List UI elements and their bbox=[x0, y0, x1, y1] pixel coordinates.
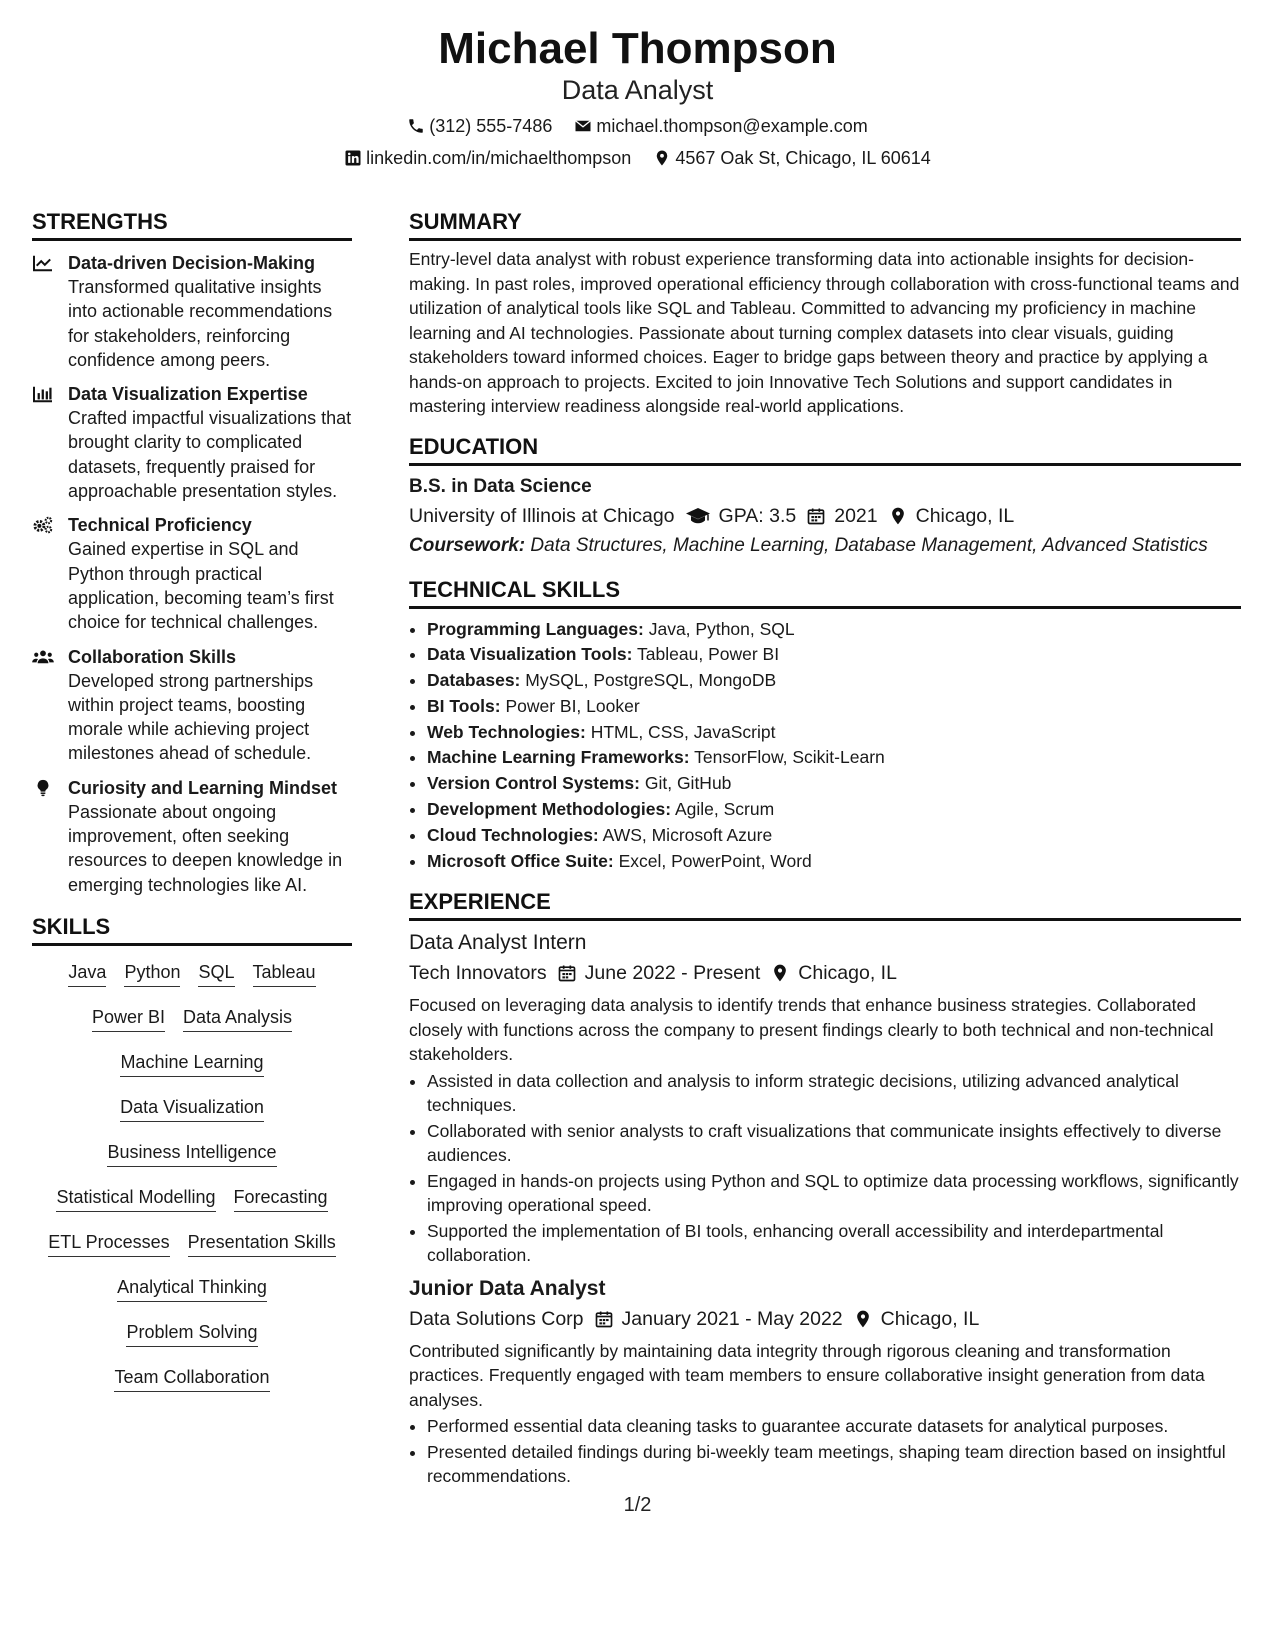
skill-line bbox=[32, 1359, 352, 1404]
company: Data Solutions Corp bbox=[409, 1307, 584, 1330]
skill-tag: Data Analysis bbox=[183, 1005, 292, 1032]
education-heading: EDUCATION bbox=[409, 433, 1241, 466]
list-item: • Collaborated with senior analysts to craft visualizations that communicate insights effectively to diverse audiences. bbox=[427, 1119, 1241, 1167]
job-title: Data Analyst Intern bbox=[409, 931, 587, 955]
company: Tech Innovators bbox=[409, 962, 547, 985]
bar-chart-icon bbox=[32, 385, 54, 403]
job-title: Junior Data Analyst bbox=[409, 1276, 606, 1300]
phone-icon bbox=[407, 117, 425, 135]
map-pin-icon bbox=[888, 506, 908, 526]
strengths-list bbox=[32, 251, 352, 897]
list-item bbox=[427, 797, 1241, 823]
technical-skills-heading: TECHNICAL SKILLS bbox=[409, 576, 1241, 609]
strength-desc: Gained expertise in SQL and Python through practical application, becoming team’s first choice for technical challenges. bbox=[68, 539, 334, 633]
page-number: 1/2 bbox=[623, 1494, 652, 1516]
job-summary: Focused on leveraging data analysis to identify trends that enhance business strategies. Collaborated closely with functions across the company to present findings clearly to both technical and non-technical stakeholders. bbox=[409, 995, 1214, 1065]
tech-skill-label: Version Control Systems: bbox=[427, 773, 640, 794]
strength-desc: Passionate about ongoing improvement, often seeking resources to deepen knowledge in emerging technologies like AI. bbox=[68, 801, 343, 895]
gears-icon bbox=[32, 516, 54, 534]
strength-title: Collaboration Skills bbox=[68, 646, 237, 667]
strength-title: Data Visualization Expertise bbox=[68, 384, 308, 405]
skill-line bbox=[32, 954, 352, 999]
resume-header bbox=[0, 0, 1275, 170]
tech-skill-value: HTML, CSS, JavaScript bbox=[590, 721, 776, 742]
list-item bbox=[427, 720, 1241, 746]
tech-skill-value: MySQL, PostgreSQL, MongoDB bbox=[525, 670, 777, 691]
skill-tag: Analytical Thinking bbox=[117, 1275, 267, 1302]
strength-desc: Developed strong partnerships within project teams, boosting morale while achieving project milestones ahead of schedule. bbox=[68, 670, 314, 764]
list-item bbox=[427, 642, 1241, 668]
skill-tag: Java bbox=[68, 960, 106, 987]
experience-heading: EXPERIENCE bbox=[409, 888, 1241, 921]
list-item bbox=[427, 745, 1241, 771]
phone-text: (312) 555-7486 bbox=[429, 116, 553, 136]
graduation-year bbox=[806, 502, 877, 530]
tech-skill-value: AWS, Microsoft Azure bbox=[602, 824, 773, 845]
map-pin-icon bbox=[653, 149, 671, 167]
skill-line bbox=[32, 1269, 352, 1314]
list-item bbox=[427, 771, 1241, 797]
tech-skill-label: Programming Languages: bbox=[427, 618, 644, 639]
location-text: Chicago, IL bbox=[880, 1307, 980, 1330]
year-text: 2021 bbox=[834, 504, 878, 527]
list-item bbox=[427, 849, 1241, 875]
linkedin-text: linkedin.com/in/michaelthompson bbox=[366, 148, 632, 168]
skill-tag: Python bbox=[124, 960, 180, 987]
strength-desc: Transformed qualitative insights into actionable recommendations for stakeholders, reinforcing confidence among peers. bbox=[68, 277, 333, 370]
graduation-cap-icon bbox=[685, 506, 711, 526]
tech-skill-value: Git, GitHub bbox=[644, 773, 732, 794]
technical-skills-list bbox=[409, 617, 1241, 875]
address-contact bbox=[653, 146, 931, 170]
list-item bbox=[427, 694, 1241, 720]
dates-text: June 2022 - Present bbox=[584, 962, 761, 985]
list-item: • Performed essential data cleaning tasks to guarantee accurate datasets for analytical purposes. bbox=[427, 1414, 1241, 1438]
summary-text: Entry-level data analyst with robust experience transforming data into actionable insights for decision-making. In past roles, improved operational efficiency through collaboration with cross-functional teams and utilization of analytical tools like SQL and Tableau. Committed to advancing my proficiency in machine learning and AI technologies. Passionate about turning complex datasets into clear visuals, guiding stakeholders toward informed choices. Eager to bridge gaps between theory and practice by applying a hands-on approach to projects. Excited to join Innovative Tech Solutions and support candidates in mastering interview readiness alongside real-world applications. bbox=[409, 249, 1240, 416]
skill-line bbox=[32, 1134, 352, 1179]
job-meta bbox=[409, 1305, 1241, 1333]
skill-line bbox=[32, 1179, 352, 1224]
strength-title: Curiosity and Learning Mindset bbox=[68, 777, 338, 798]
strength-title: Technical Proficiency bbox=[68, 515, 252, 536]
tech-skill-value: Excel, PowerPoint, Word bbox=[618, 850, 812, 871]
skill-tag: Data Visualization bbox=[120, 1095, 264, 1122]
calendar-icon bbox=[594, 1309, 614, 1329]
left-column bbox=[32, 208, 352, 1404]
tech-skill-value: Agile, Scrum bbox=[674, 799, 775, 820]
tech-skill-label: BI Tools: bbox=[427, 695, 501, 716]
job-location bbox=[770, 959, 897, 987]
tech-skill-value: Tableau, Power BI bbox=[637, 644, 780, 665]
tech-skill-label: Development Methodologies: bbox=[427, 799, 672, 820]
email-text: michael.thompson@example.com bbox=[596, 116, 868, 136]
linkedin-icon bbox=[344, 149, 362, 167]
contact-row-2 bbox=[0, 146, 1275, 170]
gpa-text: GPA: 3.5 bbox=[718, 504, 797, 527]
list-item bbox=[427, 668, 1241, 694]
gpa bbox=[685, 502, 797, 530]
education-location bbox=[888, 502, 1015, 530]
skill-tag: Forecasting bbox=[234, 1185, 328, 1212]
tech-skill-label: Cloud Technologies: bbox=[427, 824, 599, 845]
strength-item bbox=[32, 382, 352, 503]
job-location bbox=[853, 1305, 980, 1333]
skill-line bbox=[32, 1089, 352, 1134]
job-dates bbox=[557, 959, 761, 987]
skill-line bbox=[32, 1224, 352, 1269]
tech-skill-label: Databases: bbox=[427, 670, 521, 691]
skill-tag: Presentation Skills bbox=[188, 1230, 336, 1257]
tech-skill-value: Power BI, Looker bbox=[505, 695, 640, 716]
linkedin-contact[interactable] bbox=[344, 146, 631, 170]
candidate-title: Data Analyst bbox=[561, 75, 714, 105]
strength-item bbox=[32, 776, 352, 897]
location-text: Chicago, IL bbox=[798, 962, 897, 985]
contact-row-1 bbox=[0, 114, 1275, 138]
phone-contact[interactable] bbox=[407, 114, 552, 138]
skill-line bbox=[32, 1044, 352, 1089]
coursework-label: Coursework: bbox=[409, 534, 526, 556]
address-text: 4567 Oak St, Chicago, IL 60614 bbox=[675, 148, 931, 168]
calendar-icon bbox=[557, 963, 577, 983]
skill-tag: Power BI bbox=[92, 1005, 165, 1032]
skill-tag: Problem Solving bbox=[126, 1320, 257, 1347]
list-item bbox=[427, 617, 1241, 643]
map-pin-icon bbox=[853, 1309, 873, 1329]
strength-desc: Crafted impactful visualizations that brought clarity to complicated datasets, frequently praised for approachable presentation styles. bbox=[68, 408, 352, 502]
strengths-heading: STRENGTHS bbox=[32, 208, 352, 241]
list-item: • Assisted in data collection and analysis to inform strategic decisions, utilizing advanced analytical techniques. bbox=[427, 1069, 1241, 1117]
tech-skill-label: Data Visualization Tools: bbox=[427, 644, 633, 665]
skill-tag: SQL bbox=[198, 960, 234, 987]
job-dates bbox=[594, 1305, 843, 1333]
dates-text: January 2021 - May 2022 bbox=[621, 1307, 843, 1330]
strength-item bbox=[32, 513, 352, 634]
job-meta bbox=[409, 959, 1241, 987]
envelope-icon bbox=[574, 117, 592, 135]
calendar-icon bbox=[806, 506, 826, 526]
coursework-text: Data Structures, Machine Learning, Database Management, Advanced Statistics bbox=[530, 534, 1208, 556]
lightbulb-icon bbox=[32, 779, 54, 797]
tech-skill-label: Web Technologies: bbox=[427, 721, 586, 742]
skills-heading: SKILLS bbox=[32, 913, 352, 946]
tech-skill-label: Machine Learning Frameworks: bbox=[427, 747, 690, 768]
school: University of Illinois at Chicago bbox=[409, 504, 675, 527]
list-item: • Presented detailed findings during bi-weekly team meetings, shaping team direction based on insightful recommendations. bbox=[427, 1440, 1241, 1488]
coursework bbox=[409, 534, 1241, 558]
strength-title: Data-driven Decision-Making bbox=[68, 253, 316, 273]
tech-skill-value: Java, Python, SQL bbox=[648, 618, 795, 639]
strength-item bbox=[32, 251, 352, 372]
skill-tag: Machine Learning bbox=[120, 1050, 263, 1077]
job-entry bbox=[409, 929, 1241, 1267]
job-bullets bbox=[409, 1069, 1241, 1267]
strength-item bbox=[32, 645, 352, 766]
right-column bbox=[409, 208, 1241, 1490]
education-meta bbox=[409, 502, 1241, 530]
skill-line bbox=[32, 999, 352, 1044]
list-item: • Engaged in hands-on projects using Python and SQL to optimize data processing workflows, significantly improving operational speed. bbox=[427, 1169, 1241, 1217]
summary-heading: SUMMARY bbox=[409, 208, 1241, 241]
skill-tag: Statistical Modelling bbox=[56, 1185, 215, 1212]
job-entry bbox=[409, 1275, 1241, 1489]
email-contact[interactable] bbox=[574, 114, 867, 138]
degree: B.S. in Data Science bbox=[409, 475, 592, 497]
tech-skill-label: Microsoft Office Suite: bbox=[427, 850, 614, 871]
skill-tag: Team Collaboration bbox=[114, 1365, 269, 1392]
tech-skill-value: TensorFlow, Scikit-Learn bbox=[694, 747, 885, 768]
skill-tag: Business Intelligence bbox=[107, 1140, 276, 1167]
job-bullets bbox=[409, 1414, 1241, 1488]
skill-line bbox=[32, 1314, 352, 1359]
candidate-name: Michael Thompson bbox=[438, 24, 837, 73]
users-icon bbox=[32, 648, 54, 666]
chart-line-icon bbox=[32, 254, 54, 272]
skill-tag: ETL Processes bbox=[48, 1230, 169, 1257]
map-pin-icon bbox=[770, 963, 790, 983]
skill-tag: Tableau bbox=[253, 960, 316, 987]
skills-list bbox=[32, 954, 352, 1404]
list-item bbox=[427, 823, 1241, 849]
list-item: • Supported the implementation of BI tools, enhancing overall accessibility and interdepartmental collaboration. bbox=[427, 1219, 1241, 1267]
location-text: Chicago, IL bbox=[915, 504, 1015, 527]
job-summary: Contributed significantly by maintaining data integrity through rigorous cleaning and transformation practices. Frequently engaged with team members to ensure collaborative insight generation from data analyses. bbox=[409, 1340, 1205, 1410]
